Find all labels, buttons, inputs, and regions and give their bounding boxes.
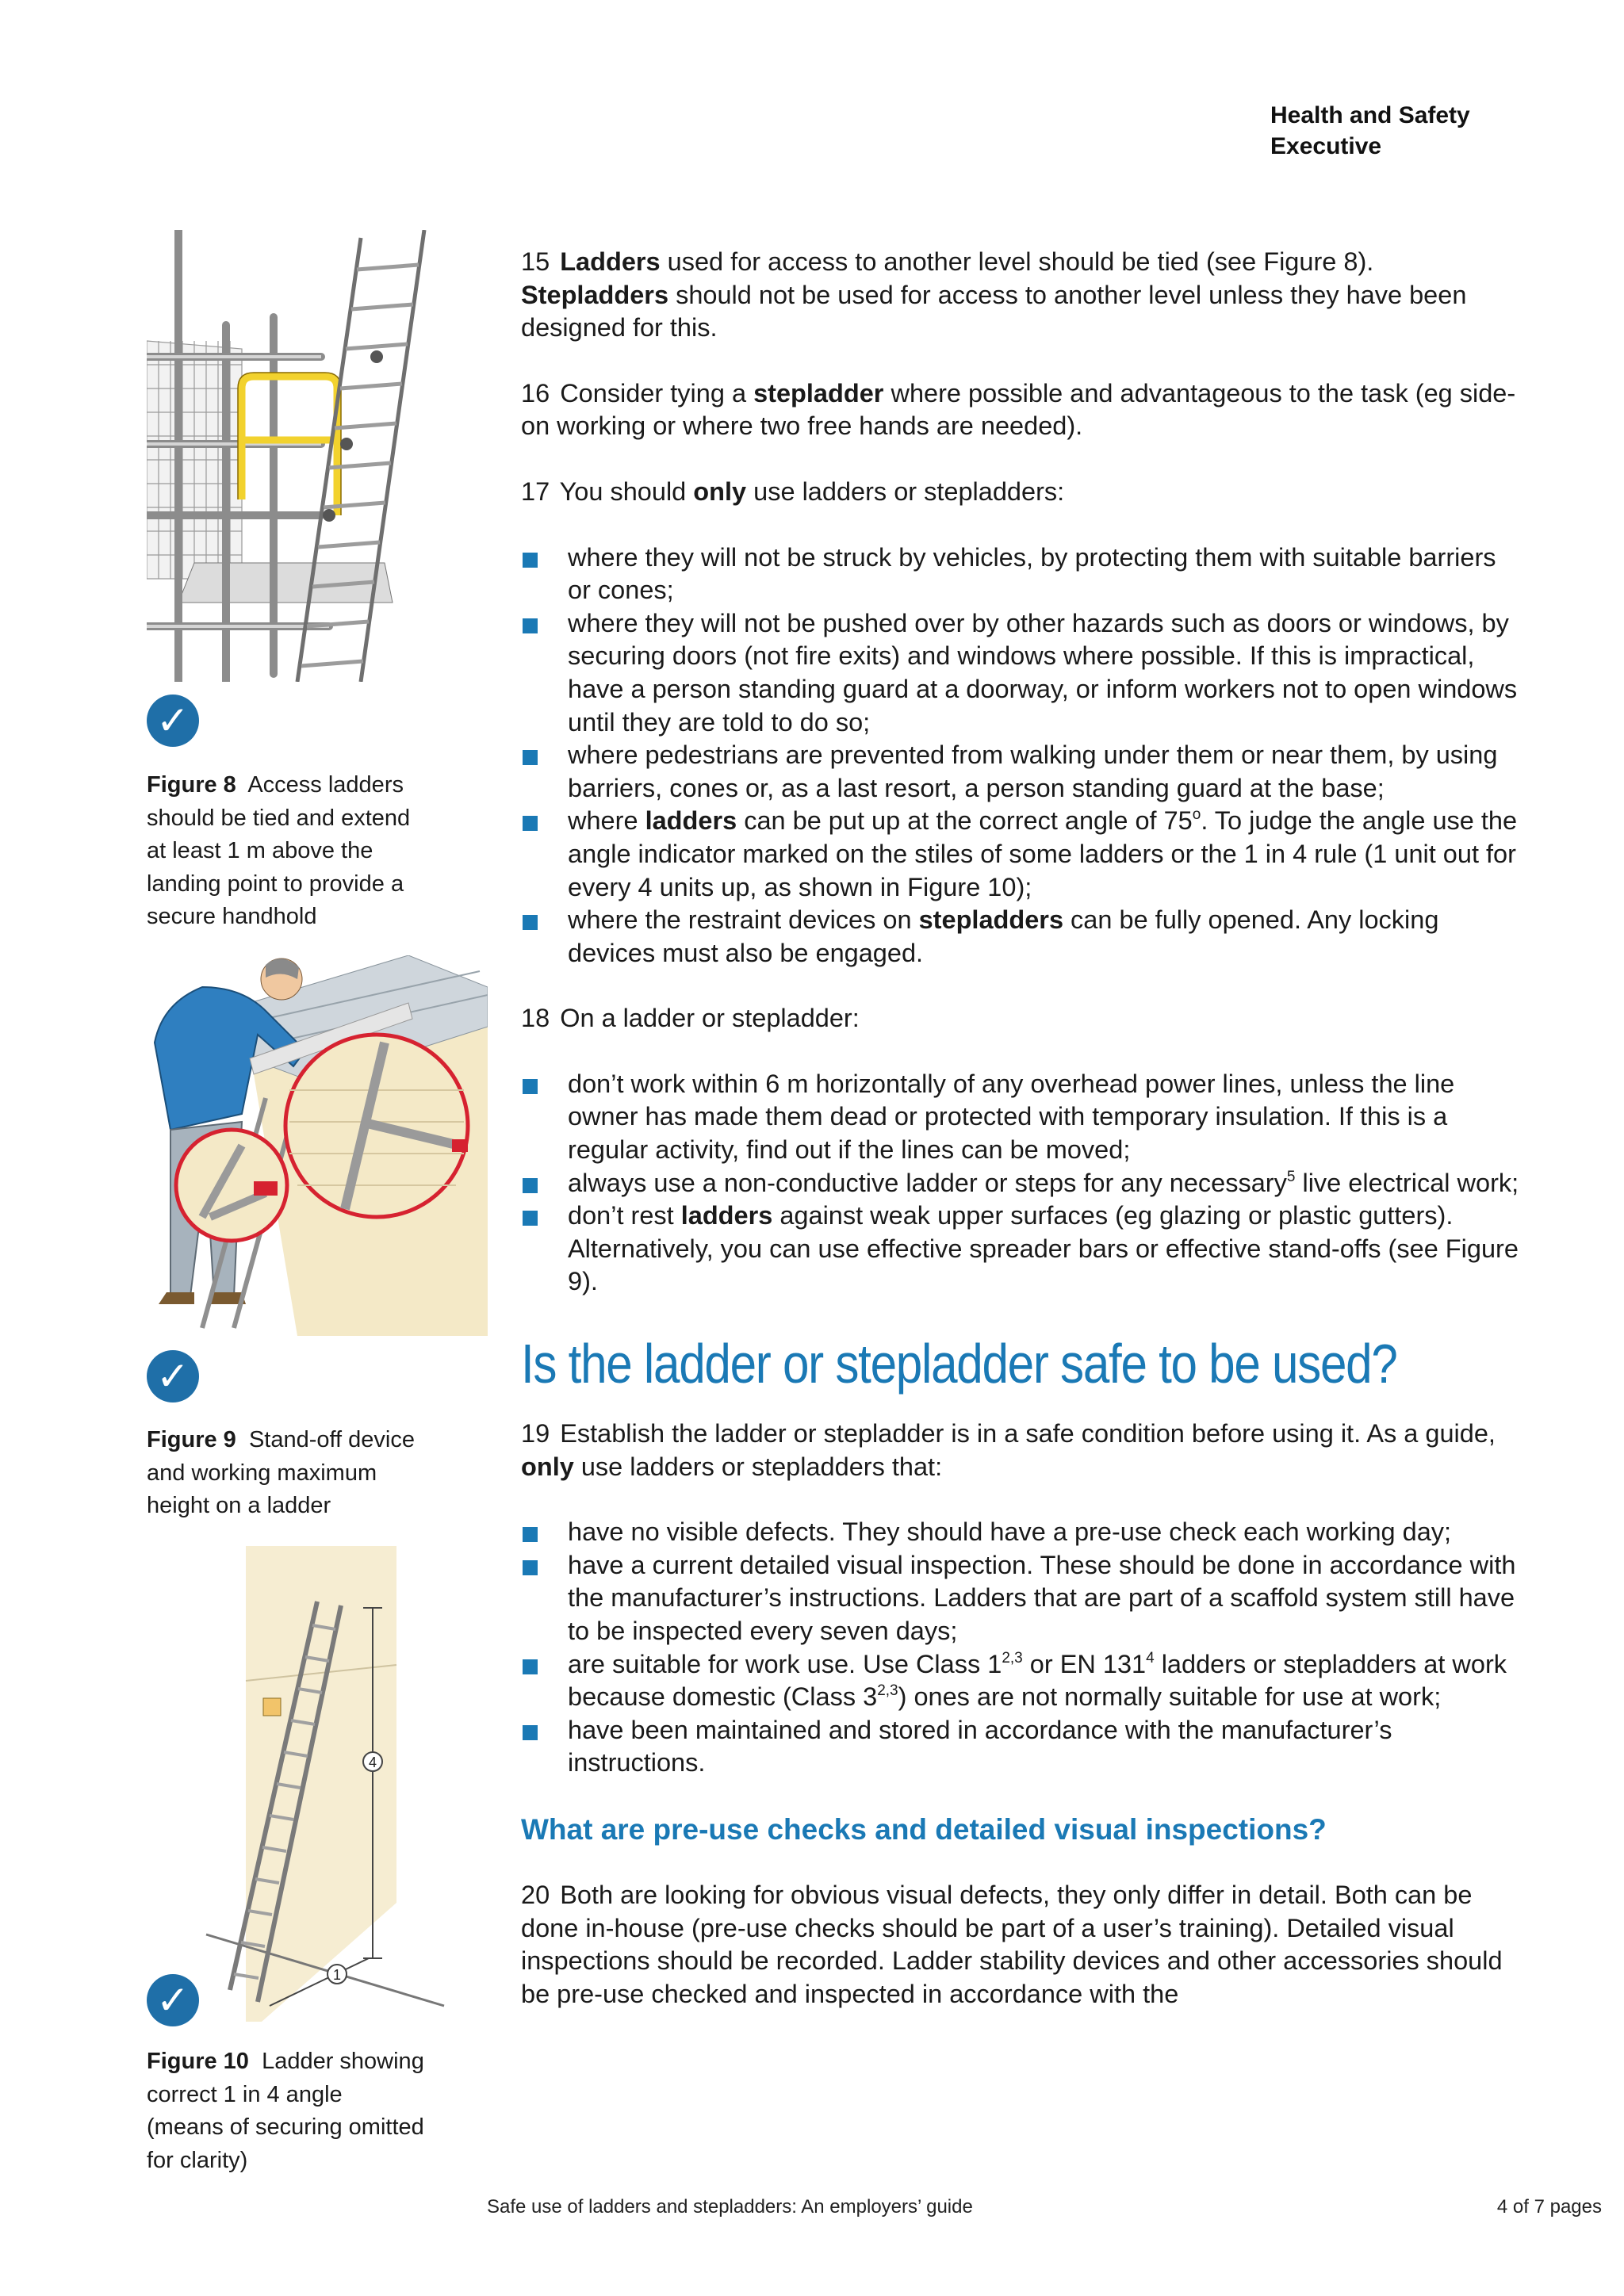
figure-10-illustration (190, 1546, 460, 2022)
paragraph-text: used for access to another level should be tied (see Figure 8). (660, 247, 1374, 276)
paragraph-text: use ladders or stepladders: (746, 476, 1065, 506)
list-18 (521, 1068, 1520, 1299)
item-text: where (568, 806, 645, 836)
paragraph-number: 19 (521, 1419, 550, 1448)
item-text: live electrical work; (1295, 1168, 1519, 1197)
figure-8-caption-line: secure handhold (147, 904, 317, 929)
figure-8-caption-line: should be tied and extend (147, 805, 411, 831)
paragraph-number: 17 (521, 476, 550, 506)
figure-10-label: Figure 10 (147, 2049, 249, 2074)
check-icon: ✓ (147, 1350, 199, 1402)
check-icon: ✓ (147, 1974, 199, 2026)
paragraph-number: 20 (521, 1880, 550, 1909)
footnote-ref: 2,3 (877, 1682, 898, 1700)
org-line-2: Executive (1270, 133, 1382, 159)
figure-9-illustration (147, 955, 488, 1336)
paragraph-text: Both are looking for obvious visual defects, they only differ in detail. Both can be done in-house (pre-use checks should be part of a user’s training). Detailed visual inspections should be recorded. Ladder stability devices and other accessories should be pre-use checked and inspected in accordance with the (521, 1880, 1503, 2008)
list-item: where they will not be pushed over by other hazards such as doors or windows, by securing doors (not fire exits) and windows where possible. If this is impractical, have a person standing guard at a doorway, or inform workers not to open windows until they are told to do so; (521, 607, 1520, 739)
org-line-1: Health and Safety (1270, 102, 1470, 128)
paragraph-text: On a ladder or stepladder: (560, 1004, 860, 1033)
item-text: ladders or stepladders at work because domestic (Class 3 (568, 1649, 1507, 1712)
figure-10-caption-line: (means of securing omitted (147, 2114, 424, 2140)
paragraph-16 (521, 377, 1520, 443)
figure-10-marker-bottom: 1 (332, 1967, 342, 1983)
figure-9-caption-line: Stand-off device (248, 1427, 415, 1452)
item-text: or EN 131 (1022, 1649, 1147, 1678)
list-17 (521, 541, 1520, 970)
figure-10-caption-line: for clarity) (147, 2147, 248, 2173)
section-heading: Is the ladder or stepladder safe to be used? (521, 1333, 1397, 1395)
degree-superscript: o (1192, 806, 1201, 824)
item-text: can be put up at the correct angle of 75 (737, 806, 1193, 836)
paragraph-text: Consider tying a (560, 378, 754, 408)
item-text: against weak upper surfaces (eg glazing or plastic gutters). Alternatively, you can use effective spreader bars or effective stand-offs (see Figure 9). (568, 1201, 1519, 1296)
footer-page-number: 4 of 7 pages (1496, 2196, 1602, 2218)
list-19 (521, 1516, 1520, 1780)
figure-10-caption (147, 2045, 464, 2177)
paragraph-text: where possible and advantageous to the task (eg side-on working or where two free hands are needed). (521, 378, 1516, 441)
paragraph-text: should not be used for access to another level unless they have been designed for this. (521, 280, 1467, 342)
list-item: where they will not be struck by vehicles, by protecting them with suitable barriers or cones; (521, 541, 1520, 607)
bold-term: ladders (645, 806, 737, 836)
check-icon: ✓ (147, 695, 199, 747)
figure-10-caption-line: correct 1 in 4 angle (147, 2081, 343, 2107)
item-text: are suitable for work use. Use Class 1 (568, 1649, 1002, 1678)
figure-9-label: Figure 9 (147, 1427, 236, 1452)
paragraph-text: Establish the ladder or stepladder is in a safe condition before using it. As a guide, (560, 1419, 1496, 1448)
item-text: where the restraint devices on (568, 905, 919, 935)
item-text: . To judge the angle use the angle indicator marked on the stiles of some ladders or the 1 in 4 rule (1 unit out for every 4 units up, as shown in Figure 10); (568, 806, 1518, 901)
paragraph-text: You should (559, 476, 694, 506)
figure-8-illustration (147, 230, 464, 682)
list-item: don’t work within 6 m horizontally of any overhead power lines, unless the line owner has made them dead or protected with temporary insulation. If this is a regular activity, find out if the lines can be moved; (521, 1068, 1520, 1167)
figure-10-caption-line: Ladder showing (262, 2049, 424, 2074)
paragraph-19 (521, 1418, 1520, 1483)
sub-heading: What are pre-use checks and detailed visual inspections? (521, 1812, 1327, 1846)
list-item: have been maintained and stored in accordance with the manufacturer’s instructions. (521, 1714, 1520, 1780)
figure-9-caption-line: height on a ladder (147, 1493, 331, 1518)
figure-8-caption-line: at least 1 m above the (147, 838, 373, 863)
paragraph-number: 16 (521, 378, 550, 408)
figure-8-caption (147, 769, 464, 934)
main-content (521, 246, 1520, 2011)
list-item: where pedestrians are prevented from walking under them or near them, by using barriers, cones or, as a last resort, a person standing guard at the base; (521, 739, 1520, 805)
paragraph-text: use ladders or stepladders that: (573, 1452, 943, 1481)
figure-9-caption-line: and working maximum (147, 1460, 377, 1486)
paragraph-15 (521, 246, 1520, 345)
list-item (521, 1167, 1520, 1200)
list-item (521, 1200, 1520, 1299)
paragraph-20 (521, 1879, 1520, 2011)
paragraph-number: 15 (521, 247, 550, 276)
bold-term: stepladders (918, 905, 1064, 935)
bold-term: stepladder (753, 378, 884, 408)
list-item (521, 1648, 1520, 1714)
bold-term: ladders (680, 1201, 773, 1230)
bold-term: Stepladders (521, 280, 669, 309)
figure-8-label: Figure 8 (147, 772, 236, 798)
list-item: have no visible defects. They should have a pre-use check each working day; (521, 1516, 1520, 1549)
paragraph-number: 18 (521, 1004, 550, 1033)
figure-8-caption-line: Access ladders (247, 772, 404, 798)
item-text: ) ones are not normally suitable for use at work; (898, 1682, 1442, 1712)
item-text: don’t rest (568, 1201, 681, 1230)
bold-term: only (521, 1452, 574, 1481)
list-item (521, 805, 1520, 904)
footnote-ref: 5 (1286, 1168, 1296, 1185)
figure-8-caption-line: landing point to provide a (147, 871, 404, 897)
figure-9-caption (147, 1424, 464, 1523)
footer-document-title: Safe use of ladders and stepladders: An employers’ guide (487, 2196, 973, 2218)
footnote-ref: 2,3 (1002, 1649, 1023, 1667)
item-text: can be fully opened. Any locking devices must also be engaged. (568, 905, 1439, 967)
list-item (521, 904, 1520, 970)
bold-term: only (693, 476, 747, 506)
paragraph-17 (521, 476, 1520, 509)
figure-10-marker-top: 4 (368, 1755, 377, 1770)
paragraph-18 (521, 1002, 1520, 1035)
bold-term: Ladders (560, 247, 661, 276)
footnote-ref: 4 (1146, 1649, 1155, 1667)
organisation-name (1270, 100, 1603, 162)
list-item: have a current detailed visual inspection. These should be done in accordance with the manufacturer’s instructions. Ladders that are part of a scaffold system still have to be inspected every seven days; (521, 1549, 1520, 1648)
item-text: always use a non-conductive ladder or steps for any necessary (568, 1168, 1287, 1197)
